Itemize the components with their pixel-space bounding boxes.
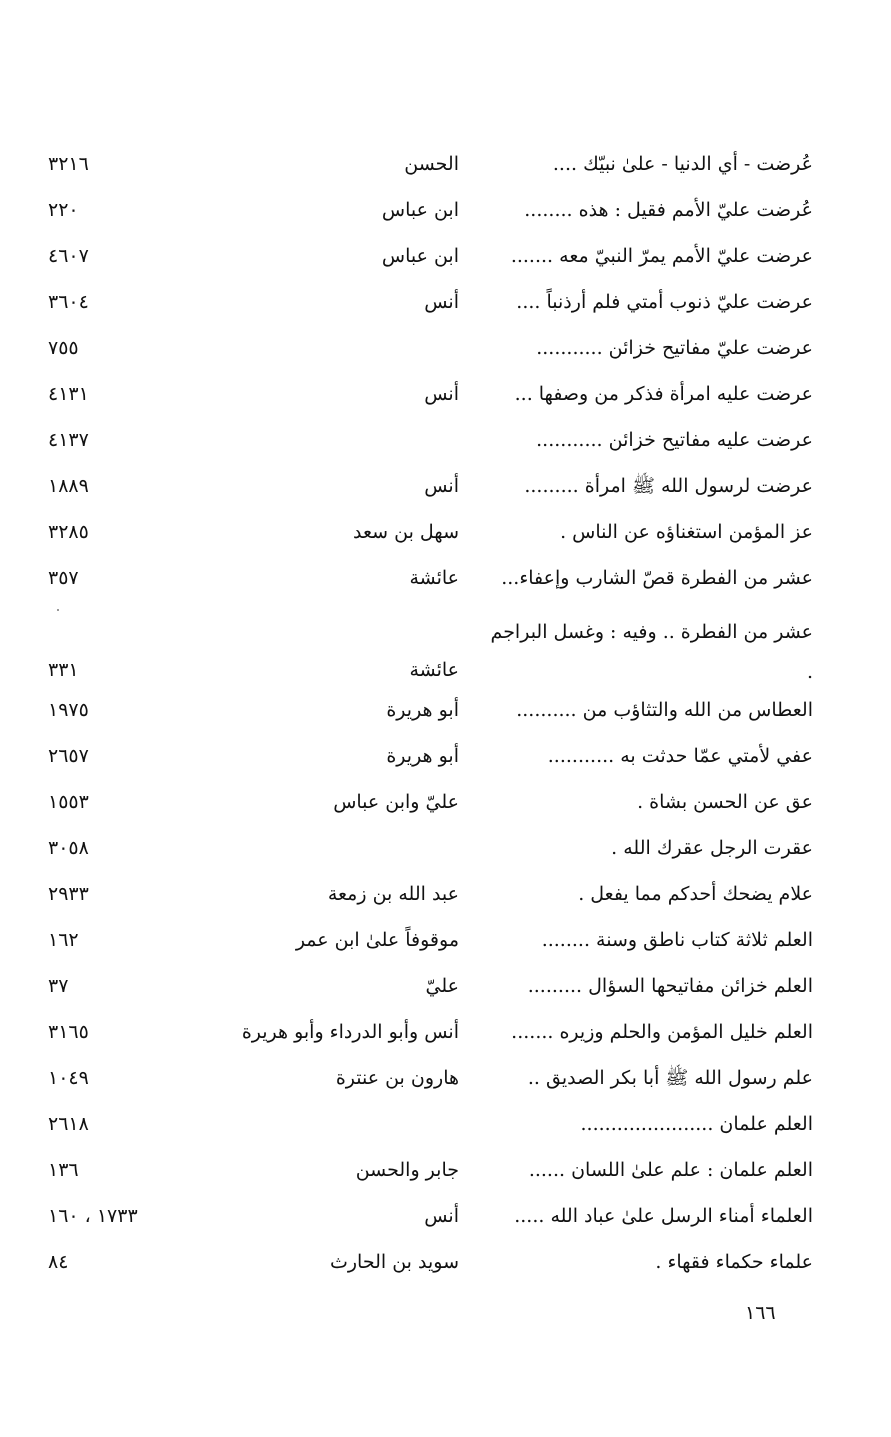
hadith-number: ٢٦٥٧ [48,745,89,767]
narrator: هارون بن عنترة [335,1067,459,1089]
hadith-number: ١٩٧٥ [48,699,89,721]
hadith-text: عُرضت عليّ الأمم فقيل : هذه ........ [524,199,813,221]
hadith-number: ٧٥٥ [48,337,79,359]
index-entry [0,920,891,960]
hadith-text: العلم علمان ...................... [580,1113,813,1135]
index-entry [0,282,891,322]
narrator: عليّ وابن عباس [333,791,459,813]
narrator: أبو هريرة [386,745,459,767]
narrator: الحسن [404,153,459,175]
hadith-number: ٤٦٠٧ [48,245,89,267]
hadith-number: ٢٦١٨ [48,1113,89,1135]
hadith-text: علماء حكماء فقهاء . [655,1251,813,1273]
hadith-number: ١٠٤٩ [48,1067,89,1089]
hadith-text: العطاس من الله والتثاؤب من .......... [516,699,813,721]
narrator: عائشة [409,659,459,681]
hadith-text: عرضت عليّ ذنوب أمتي فلم أرذنباً .... [516,291,813,313]
hadith-text: عشر من الفطرة قصّ الشارب وإعفاء... [501,567,813,589]
index-entry [0,236,891,276]
hadith-text: علم رسول الله ﷺ أبا بكر الصديق .. [527,1067,813,1089]
page-number: ١٦٦ [745,1302,776,1324]
hadith-text: العلم خزائن مفاتيحها السؤال ......... [527,975,813,997]
narrator: عائشة [409,567,459,589]
narrator: ابن عباس [381,245,459,267]
hadith-number: ١٨٨٩ [48,475,89,497]
index-entry [0,144,891,184]
hadith-number: ٣١٦٥ [48,1021,89,1043]
hadith-number: ٢٩٣٣ [48,883,89,905]
hadith-text: عرضت عليّ مفاتيح خزائن ........... [536,337,813,359]
hadith-text: عرضت لرسول الله ﷺ امرأة ......... [524,475,813,497]
hadith-number: ٤١٣٧ [48,429,89,451]
hadith-text: علام يضحك أحدكم مما يفعل . [578,883,813,905]
narrator: موقوفاً علىٰ ابن عمر [295,929,459,951]
narrator: أنس [424,1205,459,1227]
hadith-number: ١٣٦ [48,1159,79,1181]
hadith-number: ٣٦٠٤ [48,291,89,313]
narrator: عليّ [425,975,459,997]
hadith-text: عز المؤمن استغناؤه عن الناس . [560,521,813,543]
index-entry [0,1058,891,1098]
hadith-text: العلم علمان : علم علىٰ اللسان ...... [528,1159,813,1181]
narrator: أنس [424,291,459,313]
hadith-text: عرضت عليه امرأة فذكر من وصفها ... [514,383,813,405]
hadith-text: عقرت الرجل عقرك الله . [611,837,813,859]
hadith-text: عق عن الحسن بشاة . [637,791,813,813]
hadith-text: عرضت عليّ الأمم يمرّ النبيّ معه ....... [510,245,813,267]
hadith-number: ١٥٥٣ [48,791,89,813]
index-entry [0,736,891,776]
hadith-number: ٣٢١٦ [48,153,89,175]
index-entry [0,1242,891,1282]
index-entry [0,1150,891,1190]
hadith-text: العلم ثلاثة كتاب ناطق وسنة ........ [541,929,813,951]
index-entry [0,466,891,506]
index-entry [0,328,891,368]
hadith-number: ٣٥٧ [48,567,79,589]
index-entry [0,420,891,460]
index-entry [0,782,891,822]
hadith-text: عشر من الفطرة .. وفيه : وغسل البراجم . [490,621,813,683]
narrator: أبو هريرة [386,699,459,721]
narrator: سهل بن سعد [353,521,459,543]
hadith-text: عُرضت - أي الدنيا - علىٰ نبيّك .... [552,153,813,175]
hadith-number: ٣٣١ [48,659,79,681]
index-entry [0,190,891,230]
narrator: جابر والحسن [355,1159,459,1181]
hadith-number: ٤١٣١ [48,383,89,405]
index-entry [0,558,891,598]
hadith-number: ٣٢٨٥ [48,521,89,543]
hadith-text: عرضت عليه مفاتيح خزائن ........... [536,429,813,451]
print-speck [57,609,59,611]
narrator: أنس [424,475,459,497]
index-entry [0,690,891,730]
index-entry [0,1196,891,1236]
narrator: أنس وأبو الدرداء وأبو هريرة [241,1021,459,1043]
index-entry [0,1104,891,1144]
index-entry [0,374,891,414]
hadith-number: ٣٧ [48,975,69,997]
index-entry [0,512,891,552]
hadith-number: ٨٤ [48,1251,69,1273]
narrator: أنس [424,383,459,405]
index-entry [0,874,891,914]
hadith-number: ٢٢٠ [48,199,79,221]
hadith-number: ١٦٢ [48,929,79,951]
narrator: سويد بن الحارث [329,1251,459,1273]
hadith-text: العلم خليل المؤمن والحلم وزيره ....... [511,1021,813,1043]
index-entry [0,1012,891,1052]
narrator: عبد الله بن زمعة [327,883,459,905]
narrator: ابن عباس [381,199,459,221]
index-entry [0,828,891,868]
hadith-text: العلماء أمناء الرسل علىٰ عباد الله ..... [514,1205,813,1227]
hadith-number: ١٧٣٣ ، ١٦٠ [48,1205,138,1227]
hadith-text: عفي لأمتي عمّا حدثت به ........... [547,745,813,767]
hadith-number: ٣٠٥٨ [48,837,89,859]
index-entry [0,966,891,1006]
